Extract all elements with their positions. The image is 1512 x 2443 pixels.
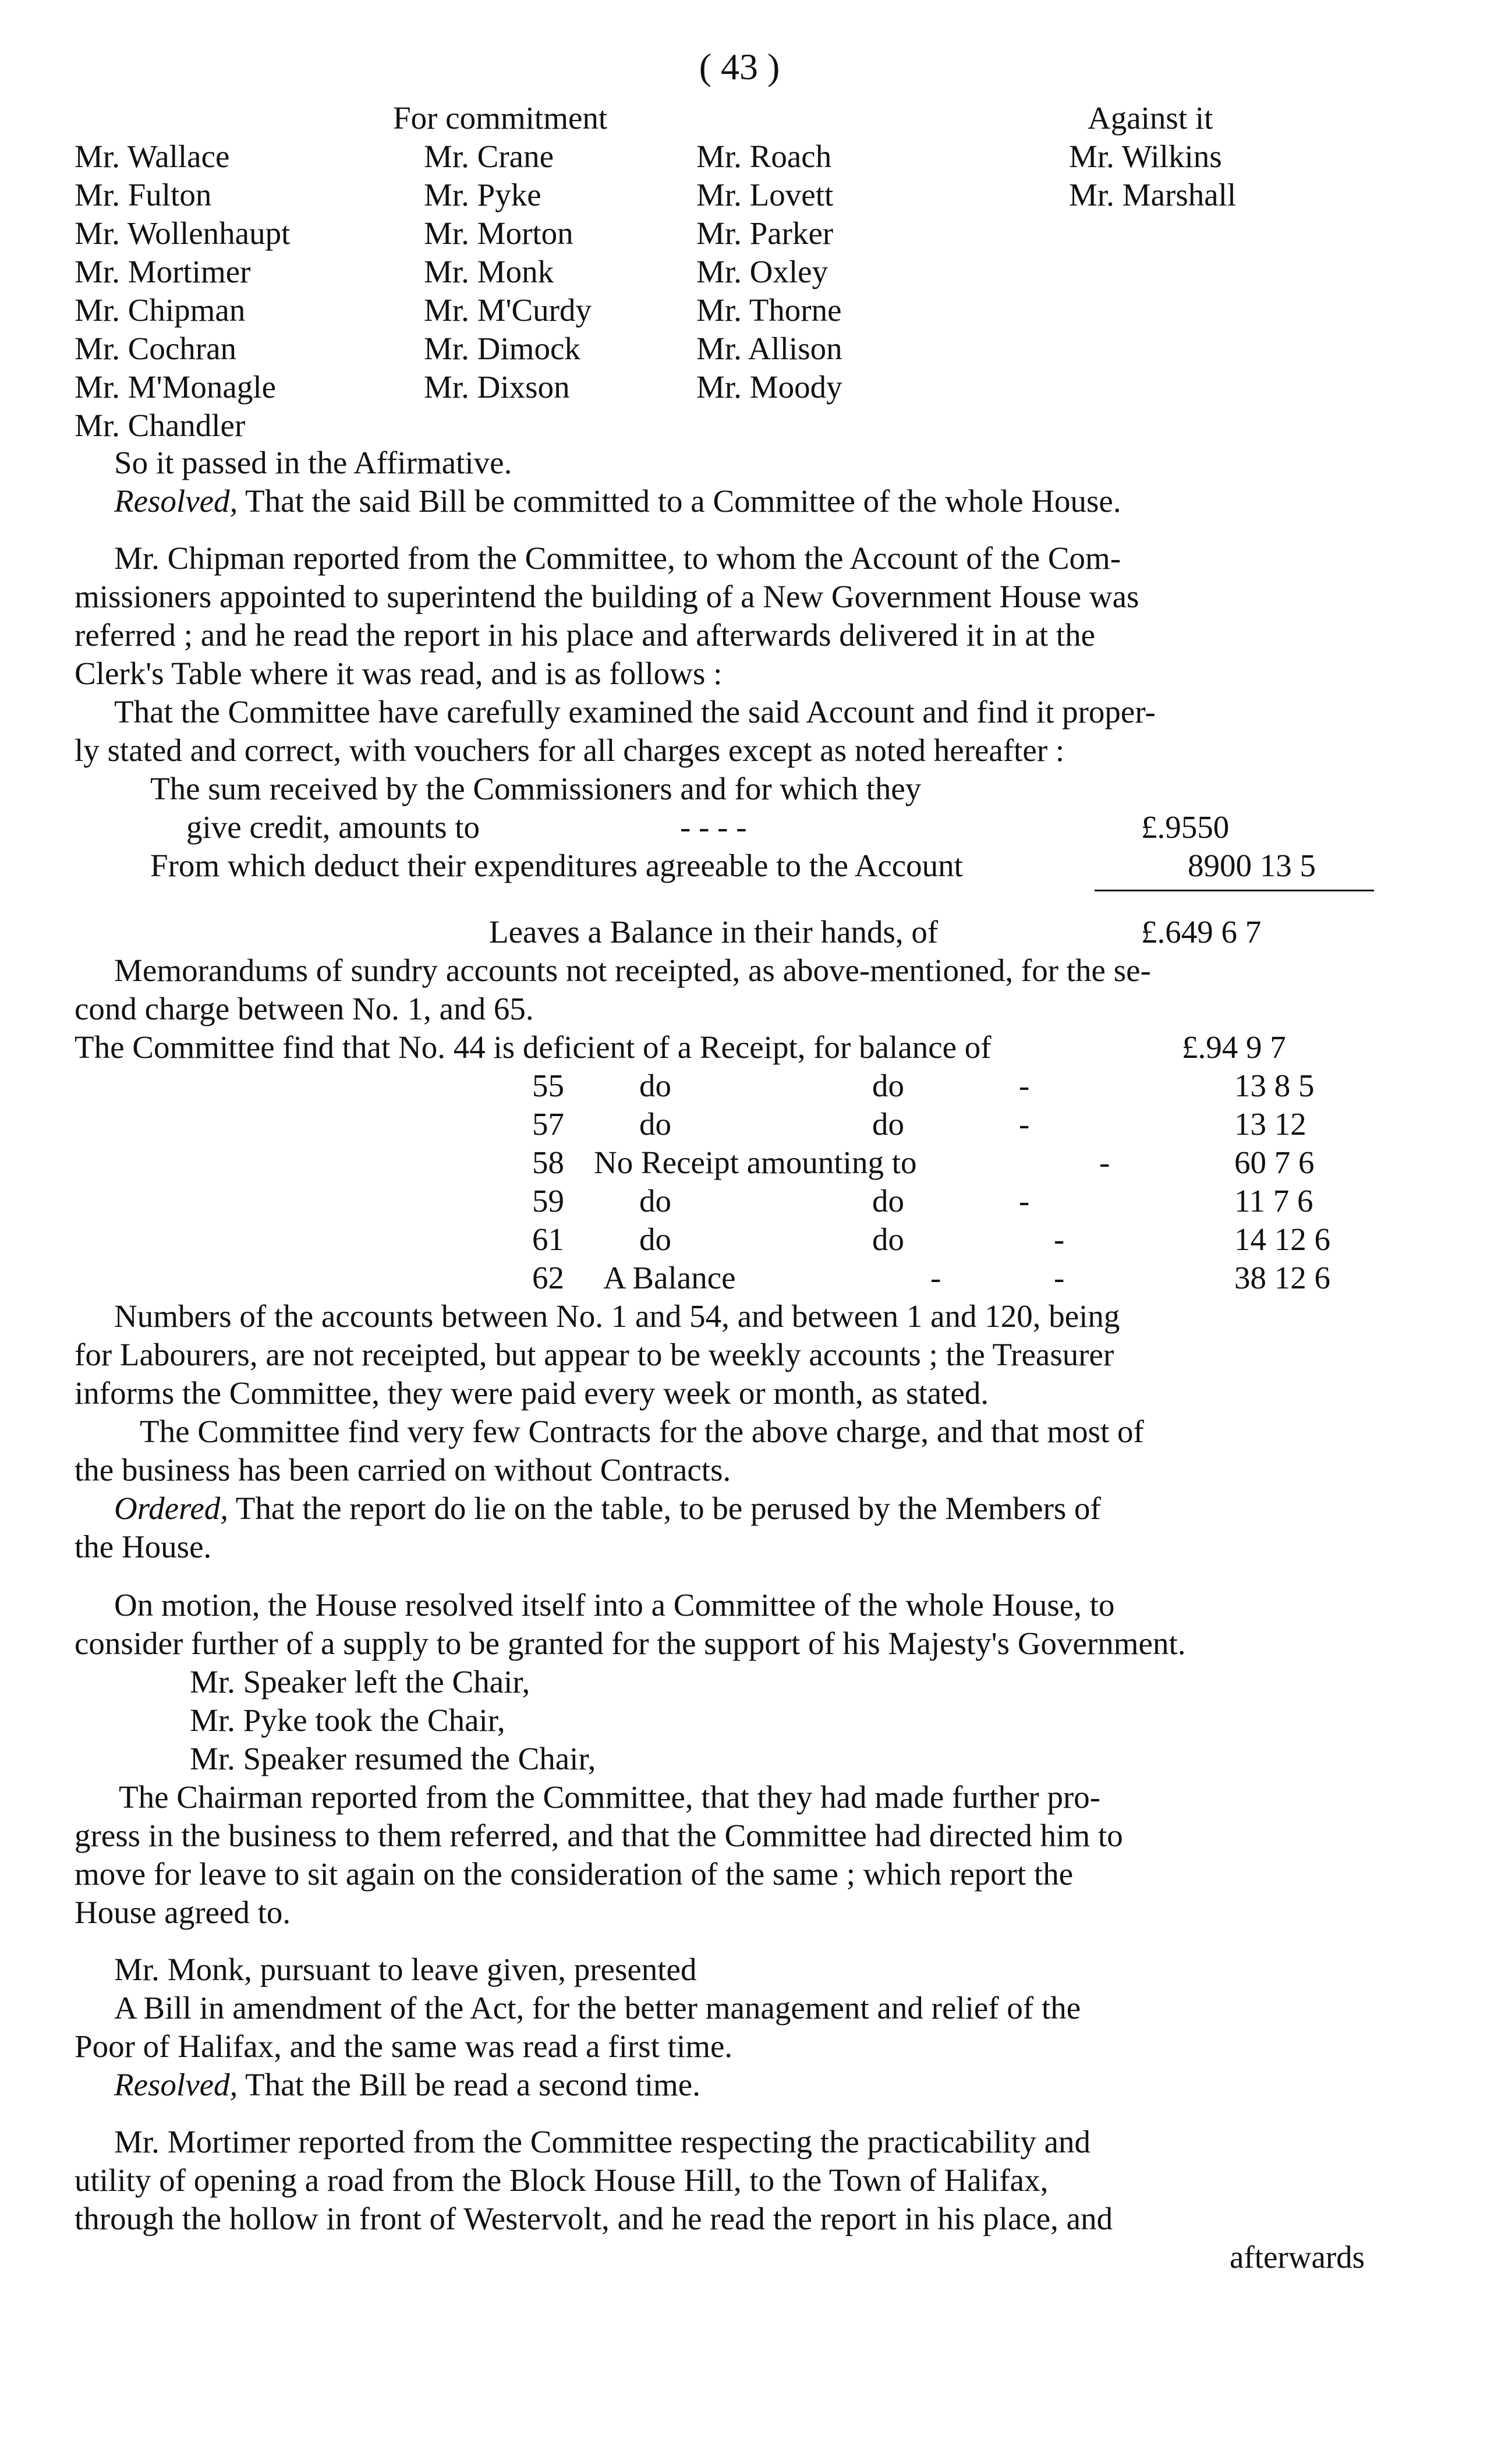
paragraph-line: consider further of a supply to be granted for the support of his Majesty's Government. [75, 1626, 1186, 1661]
resolved-text: That the Bill be read a second time. [238, 2067, 700, 2102]
account-note-2: do [872, 1106, 904, 1142]
member-name: Mr. Fulton [75, 177, 212, 213]
ordered-text: That the report do lie on the table, to be perused by the Members of [228, 1490, 1101, 1526]
paragraph-line: utility of opening a road from the Block House Hill, to the Town of Halifax, [75, 2162, 1049, 2198]
member-name: Mr. Wallace [75, 139, 230, 174]
paragraph-line: for Labourers, are not receipted, but appear to be weekly accounts ; the Treasurer [75, 1337, 1114, 1372]
member-name: Mr. Pyke [424, 177, 541, 213]
row-dash: - [1019, 1106, 1030, 1142]
motion-paragraph [75, 1586, 1379, 1663]
paragraph-line: through the hollow in front of Westervolt, and he read the report in his place, and [75, 2201, 1113, 2236]
paragraph-line: The Chairman reported from the Committee, that they had made further pro- [119, 1779, 1101, 1815]
paragraph-line: Mr. Mortimer reported from the Committee respecting the practicability and [114, 2124, 1090, 2159]
ordered-line [114, 1489, 1101, 1528]
speaker-line: Mr. Pyke took the Chair, [190, 1702, 505, 1738]
deficient-intro: The Committee find that No. 44 is deficient of a Receipt, for balance of [75, 1029, 992, 1065]
committee-paragraph [75, 693, 1379, 770]
member-name: Mr. Morton [424, 215, 573, 251]
deduct-amount: 8900 13 5 [1188, 848, 1316, 883]
paragraph-line: move for leave to sit again on the consideration of the same ; which report the [75, 1856, 1074, 1892]
account-note: do [639, 1068, 671, 1103]
vote-column-2 [424, 137, 592, 406]
ordered-label: Ordered, [114, 1490, 229, 1526]
speaker-lines [190, 1663, 596, 1778]
account-number: 57 [532, 1106, 564, 1142]
member-name: Mr. Oxley [696, 254, 828, 289]
paragraph-line: House agreed to. [75, 1895, 291, 1930]
member-name: Mr. Chipman [75, 292, 246, 328]
paragraph-line: Memorandums of sundry accounts not receipted, as above-mentioned, for the se- [114, 953, 1151, 988]
paragraph-line: referred ; and he read the report in his place and afterwards delivered it in at the [75, 617, 1096, 653]
paragraph-line: the business has been carried on without Contracts. [75, 1452, 731, 1488]
speaker-line: Mr. Speaker left the Chair, [190, 1664, 530, 1700]
passed-line: So it passed in the Affirmative. [114, 445, 512, 480]
balance-line: Leaves a Balance in their hands, of [489, 914, 939, 950]
member-name: Mr. Mortimer [75, 254, 251, 289]
speaker-line: Mr. Speaker resumed the Chair, [190, 1741, 596, 1776]
paragraph-line: On motion, the House resolved itself into a Committee of the whole House, to [114, 1587, 1115, 1623]
sum-line-1: The sum received by the Commissioners and for which they [150, 771, 922, 806]
mortimer-paragraph [75, 2123, 1379, 2238]
vote-column-1 [75, 137, 290, 445]
against-heading: Against it [1088, 100, 1213, 136]
account-note-2: do [872, 1068, 904, 1103]
sum-dashes: - - - - [680, 809, 747, 845]
member-name: Mr. Lovett [696, 177, 834, 213]
account-amount: 11 7 6 [1234, 1183, 1313, 1219]
row-dash: - [1054, 1260, 1065, 1295]
member-name: Mr. M'Monagle [75, 369, 277, 405]
paragraph-line: gress in the business to them referred, and that the Committee had directed him to [75, 1818, 1123, 1853]
member-name: Mr. M'Curdy [424, 292, 592, 328]
vote-column-against [1069, 137, 1236, 214]
paragraph-line: The Committee find very few Contracts for the above charge, and that most of [140, 1414, 1144, 1449]
member-name: Mr. Moody [696, 369, 842, 405]
account-note-2: do [872, 1222, 904, 1257]
member-name: Mr. Crane [424, 139, 554, 174]
account-note: do [639, 1183, 671, 1219]
member-name: Mr. Thorne [696, 292, 842, 328]
vote-column-3 [696, 137, 842, 406]
member-name: Mr. Dixson [424, 369, 570, 405]
member-name: Mr. Monk [424, 254, 554, 289]
resolved-text: That the said Bill be committed to a Committee of the whole House. [238, 483, 1121, 519]
account-number: 62 [532, 1260, 564, 1295]
for-commitment-heading: For commitment [393, 100, 608, 136]
sum-amount: £.9550 [1141, 809, 1230, 845]
member-name: Mr. Cochran [75, 331, 237, 366]
paragraph-line: ly stated and correct, with vouchers for all charges except as noted hereafter : [75, 732, 1065, 768]
member-name: Mr. Chandler [75, 408, 246, 443]
numbers-paragraph [75, 1297, 1379, 1412]
paragraph-line: Numbers of the accounts between No. 1 and 54, and between 1 and 120, being [114, 1298, 1120, 1334]
account-note: No Receipt amounting to [594, 1145, 917, 1180]
paragraph-line: Poor of Halifax, and the same was read a first time. [75, 2028, 733, 2064]
member-name: Mr. Dimock [424, 331, 580, 366]
paragraph-line: cond charge between No. 1, and 65. [75, 991, 534, 1026]
member-name: Mr. Wollenhaupt [75, 215, 291, 251]
row-dash: - [1099, 1145, 1110, 1180]
chairman-paragraph [75, 1778, 1379, 1932]
row-dash: - [1019, 1068, 1030, 1103]
account-amount: 13 8 5 [1234, 1068, 1315, 1103]
account-number: 61 [532, 1222, 564, 1257]
member-name: Mr. Roach [696, 139, 832, 174]
balance-amount: £.649 6 7 [1141, 914, 1262, 950]
report-paragraph [75, 539, 1379, 693]
account-number: 58 [532, 1145, 564, 1180]
member-name: Mr. Allison [696, 331, 842, 366]
page-number: ( 43 ) [699, 46, 780, 87]
resolved-line-1 [114, 482, 1121, 521]
account-note-2: - [930, 1260, 941, 1295]
account-number: 59 [532, 1183, 564, 1219]
row-dash: - [1019, 1183, 1030, 1219]
paragraph-line: That the Committee have carefully examined the said Account and find it proper- [114, 694, 1156, 730]
account-note: do [639, 1222, 671, 1257]
account-amount: 38 12 6 [1234, 1260, 1330, 1295]
paragraph-line: Mr. Chipman reported from the Committee, to whom the Account of the Com- [114, 540, 1121, 576]
sum-rule [1095, 890, 1374, 891]
row-dash: - [1054, 1222, 1065, 1257]
account-note: A Balance [603, 1260, 736, 1295]
account-number: 55 [532, 1068, 564, 1103]
account-amount: 13 12 [1234, 1106, 1306, 1142]
resolved-label: Resolved, [114, 2067, 238, 2102]
member-name: Mr. Parker [696, 215, 834, 251]
catchword: afterwards [1230, 2239, 1365, 2275]
memo-paragraph [75, 951, 1379, 1028]
member-name: Mr. Marshall [1069, 177, 1237, 213]
monk-line: Mr. Monk, pursuant to leave given, presented [114, 1952, 697, 1987]
account-amount: 14 12 6 [1234, 1222, 1330, 1257]
paragraph-line: A Bill in amendment of the Act, for the better management and relief of the [114, 1990, 1081, 2026]
account-note: do [639, 1106, 671, 1142]
ordered-line-2: the House. [75, 1529, 212, 1564]
member-name: Mr. Wilkins [1069, 139, 1222, 174]
sum-line-2: give credit, amounts to [186, 809, 480, 845]
resolved-line-2 [114, 2066, 700, 2104]
deficient-amount: £.94 9 7 [1182, 1029, 1286, 1065]
bill-paragraph [75, 1989, 1379, 2066]
resolved-label: Resolved, [114, 483, 238, 519]
paragraph-line: missioners appointed to superintend the building of a New Government House was [75, 579, 1139, 614]
paragraph-line: informs the Committee, they were paid every week or month, as stated. [75, 1375, 989, 1411]
contracts-paragraph [75, 1412, 1379, 1489]
paragraph-line: Clerk's Table where it was read, and is as follows : [75, 656, 723, 691]
account-amount: 60 7 6 [1234, 1145, 1315, 1180]
account-note-2: do [872, 1183, 904, 1219]
deduct-line: From which deduct their expenditures agreeable to the Account [150, 848, 963, 883]
